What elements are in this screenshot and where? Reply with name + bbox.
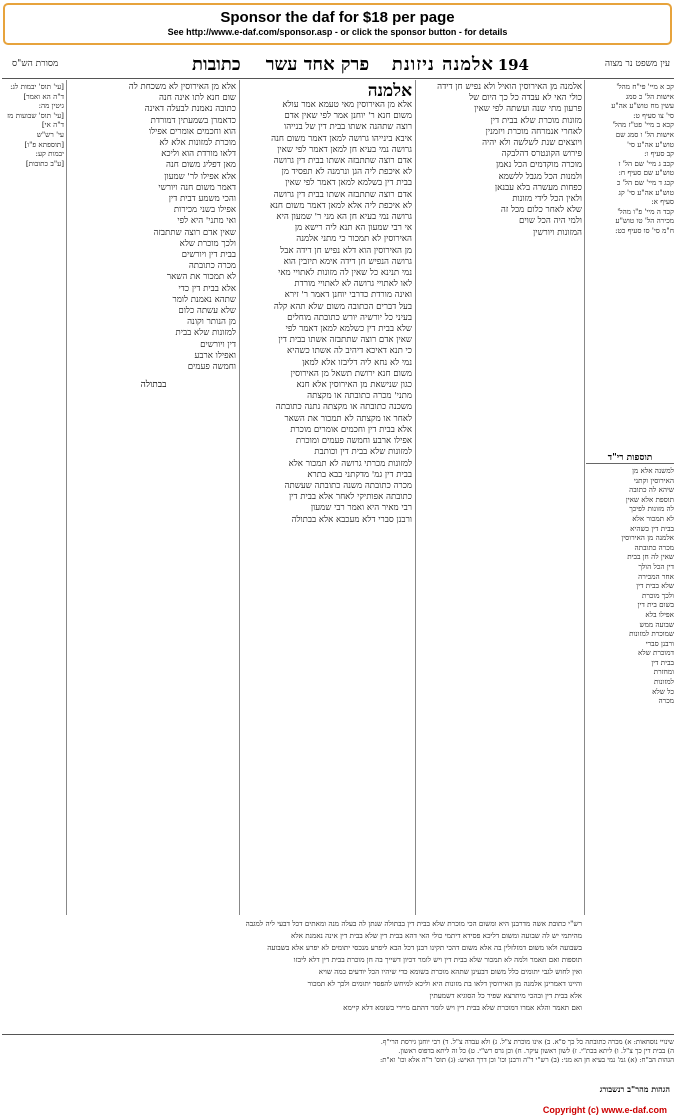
commentary-line: ואין לחוש לגבי יתומים כלל משום דבעינן שתהא מוכרת בשומא כדי שיהיו הכל יודעים כמה שויא: [318, 967, 582, 976]
gemara-line: אפילו ארבע וחמשה פעמים ומוכרת: [295, 436, 412, 447]
mesoret-line: ד"ה אי]: [41, 120, 64, 130]
ein-mishpat-line: סי' צו סעיף ט:: [633, 110, 674, 120]
column-divider: [415, 80, 416, 915]
ein-mishpat-line: קכד ה מיי' פ"ו מהל': [617, 206, 674, 216]
gemara-line: איבא בינייהו גרושה למאן דאמר משום חנה: [271, 133, 412, 144]
chapter-title: אלמנה ניזונת: [391, 54, 494, 75]
gemara-line: שלא בבית דין כשלמא למאן דאמר לפי: [285, 324, 412, 335]
gemara-line: מן האירוסין הוא דלא נפיש חן דידה אבל: [280, 245, 412, 256]
mesoret-line: עי' רש"ש: [36, 129, 64, 139]
hagahot-label: הגהות מהר"ב רנשבורג: [599, 1084, 670, 1094]
tosafot-line: בבית דין ויורשים: [181, 250, 236, 261]
gemara-line: למזונות מכרתי גרושה לא תמכור אלא: [288, 458, 412, 469]
ein-mishpat-text: [586, 82, 674, 236]
tosafot-rid-line: תוספת אלא שאין: [625, 494, 674, 504]
tosafot-column: [71, 82, 236, 912]
footer-note-line: שינויי נוסחאות: א) מכרה כתובתה כל כך ס"א. ב) אינו מוכרת צ"ל. ג) ולא עבדה צ"ל. ד) רבי יוחנן גירסת הרי"ף.: [380, 1038, 674, 1046]
mesoret-line: יבמות קע:: [35, 149, 64, 159]
rashi-line: ולמנות הכל מגבל ללשמא: [498, 171, 582, 182]
page-header: [2, 52, 674, 80]
gemara-line: ואינה מורדת כדרבי יוחנן דאמר ר' זירא: [284, 290, 412, 301]
tosafot-rid-line: אפילו בלא: [645, 609, 674, 619]
sponsor-title[interactable]: Sponsor the daf for $18 per page: [220, 9, 455, 26]
sponsor-banner[interactable]: [3, 3, 672, 45]
tosafot-rid-line: ומחזרת: [653, 667, 674, 677]
ein-mishpat-label: עין משפט נר מצוה: [604, 59, 670, 69]
rashi-line: ולמי היה הכל שוים: [519, 216, 582, 227]
gemara-line: רבי מאיר היא ואמר רבי שמעון: [310, 503, 412, 514]
gemara-line: בעל דברים הכתובה משום שלא תהא קלה: [273, 301, 412, 312]
footer-note-line: ה) בבית דין כך צ"ל. ו) ליתא בכת"י. ז) לשון ראשון עיקר. ח) וכן גרס רש"י. ט) כל זה ליתא בדפוס ראשון.: [398, 1047, 674, 1055]
tosafot-rid-line: כל שלא: [652, 686, 674, 696]
commentary-line: מהיתמי יש לה שבועה ומשום דליכא פסידא דיתמי כולי האי דהא בבית דין שלא בבית דין אינה נאמנת אלא: [290, 931, 582, 940]
tosafot-rid-line: שבועה ממש: [639, 619, 674, 629]
tosafot-line: שלא עשתה כלום: [178, 306, 236, 317]
gemara-line: בבית דין גמ' מדקתני בבא בתרא: [307, 469, 412, 480]
ein-mishpat-line: סעיף א:: [651, 197, 674, 207]
tosafot-line: והכי משמע דבית דין: [168, 194, 236, 205]
rashi-line: ויוצאים שנת לשלשה ולא יהיה: [482, 138, 582, 149]
ein-mishpat-line: קב סעיף ו:: [644, 149, 674, 159]
rashi-line: כולי האי לא עבדה כל כך היום של: [469, 93, 582, 104]
tosafot-rid-line: לא תמכור אלא: [632, 513, 674, 523]
gemara-line: שאין אדם רוצה שתתבזה אשתו בבית דין: [278, 335, 412, 346]
mesoret-line: [עי' תוס' יבמות לג:: [10, 82, 64, 91]
tosafot-line: מן הנותר וקונה: [187, 317, 236, 328]
gemara-line: ורבנן סברי דלא מעכבא אלא בבתולה: [291, 514, 412, 525]
gemara-line: גרושה נמי בעיא חן הא מני ר' שמעון היא: [276, 212, 412, 223]
gemara-line: מתני' מכרה כתובתה או מקצתה: [307, 391, 412, 402]
gemara-line: האירוסין לא תמכור כי מתני אלמנה: [296, 234, 412, 245]
mesoret-label: מסורת הש"ס: [12, 59, 59, 69]
tosafot-rid-line: מכרה כתובתה: [634, 542, 674, 552]
gemara-line: אדם רוצה שתתבזה אשתו בבית דין גרושה: [273, 189, 412, 200]
ein-mishpat-line: ח"מ סי' סו סעיף כט:: [615, 225, 674, 235]
bottom-commentary: [62, 918, 582, 1028]
tosafot-rid-line: למשנה אלא מן: [632, 466, 674, 475]
tosafot-text: [71, 82, 236, 373]
tosafot-line: מוכרת למזונות אלא לא: [159, 138, 236, 149]
header-divider: [2, 78, 674, 79]
gemara-line: משום חנא ירושת תשאל מן האירוסין: [290, 368, 412, 379]
footer-notes-text: [2, 1038, 674, 1065]
footer-note-line: הגהות הב"ח: (א) גמ' נמי בעיא חן הא מני: (ב) רש"י ד"ה ורבנן וכו' וכן דרך האיש: (ג) תוס' ד"ה אלא וכו' וא"ת:: [379, 1056, 674, 1064]
gemara-line: לאו לאתויי גרושה לא לאתויי מורדת: [294, 279, 412, 290]
tosafot-closing-word: בבתולה: [140, 380, 167, 391]
rashi-line: אלמנה מן האירוסין הואיל ולא נפיש חן דידה: [437, 82, 582, 92]
column-divider: [239, 80, 240, 915]
rashi-line: כפחות מעשרה בלא עבנאן: [494, 182, 582, 193]
gemara-line: לא איכפת ליה הגן ונרמנה לא תפסיד מן: [281, 167, 412, 178]
rashi-line: המזונות ויורשין: [533, 227, 582, 238]
gemara-line: גרושה הנפיש חן דידה אימא תיזבין הוא: [283, 256, 412, 267]
gemara-line: בעיני כל יורשיה יורש כתובתה מוחלים: [287, 312, 412, 323]
column-divider: [584, 80, 585, 915]
tosafot-line: מכרה כתובתה: [188, 261, 236, 272]
rashi-line: שלא לאחר כלום מכל זה: [500, 205, 582, 216]
ein-mishpat-line: קכג ד מיי' שם הל' כ: [616, 177, 674, 187]
tosafot-rid-line: דין הכל הולך: [638, 561, 674, 571]
commentary-line: רש"י כתובת אשה מדרבנן היא ומשום הכי מוכרת שלא בבית דין בבתולה שנתן לה בעלה מנה ומאתים דכל דבעי ליה למגבה: [245, 919, 582, 928]
tosafot-line: אפילו בשני מכירות: [173, 205, 236, 216]
gemara-line: נמי תנינא כל שאין לה מזונות לאתויי מאי: [278, 268, 412, 279]
gemara-line: לא איכפת ליה אלא למאן דאמר משום חנא: [269, 200, 412, 211]
tosafot-line: דין ויורשים: [200, 339, 236, 350]
ein-mishpat-line: אישות הל' כ סמג: [625, 91, 674, 101]
tosafot-line: שום חנא לתו אינה חנה: [158, 93, 236, 104]
rashi-line: פרעון מתי שנה ועשתה לפי שאין: [474, 104, 582, 115]
mesoret-line: [ע"ב כתובות]: [25, 158, 64, 168]
ein-mishpat-line: אישות הל' ו סמג שם: [615, 129, 674, 139]
column-divider: [66, 80, 67, 915]
page-number: 194: [497, 56, 529, 74]
gemara-line: כגון שנישאת מן האירוסין אלא חנא: [296, 380, 412, 391]
ein-mishpat-line: קכב ג מיי' שם הל' ז: [618, 158, 674, 168]
gemara-line: נמי לא נחא ליה דליבזו אלא למאן: [302, 357, 412, 368]
tosafot-line: כדאמרן בשמעתין דמורדת: [150, 115, 236, 126]
ein-mishpat-line: טוש"ע אה"ע סי': [627, 139, 674, 149]
tosafot-rid-line: שמוכרת למזונות: [629, 629, 674, 639]
mesoret-line: [עי' תוס' שבועות מז: [7, 110, 64, 120]
tosafot-rid-column: [586, 452, 674, 1012]
tosafot-line: דלאו מורדת הוא וליכא: [161, 149, 236, 160]
gemara-line: אי רבי שמעון הא תנא ליה רישא מן: [294, 223, 412, 234]
masechet-title: פרק אחד עשר כתובות: [192, 54, 370, 75]
gemara-line: משכנה כתובתה או מקצתה נתנה כתובתה: [275, 402, 412, 413]
tosafot-line: למזונות שלא בבית: [175, 328, 236, 339]
tosafot-rid-line: בבית דין כשהיא: [630, 523, 674, 533]
tosafot-rid-line: ורבנן סברי: [645, 638, 674, 648]
footer-divider: [2, 1034, 674, 1035]
copyright-link[interactable]: Copyright (c) www.e-daf.com: [542, 1105, 667, 1115]
gemara-line: אלא בבית דין וחכמים אומרים מוכרת: [290, 424, 412, 435]
mesoret-text: [2, 82, 64, 168]
ein-mishpat-line: קכ א מיי' פי"ח מהל': [616, 82, 674, 91]
rashi-column: [417, 82, 582, 912]
tosafot-line: שאין אדם רוצה שתתבזה: [153, 227, 236, 238]
mesoret-line: גיטין מה:: [38, 101, 64, 111]
ein-mishpat-line: טוש"ע אה"ע סי' קג: [618, 187, 674, 197]
gemara-text: [242, 100, 412, 526]
commentary-line: אלא בבית דין ובהכי מיתרצא שפיר כל הסוגיא דשמעתין: [429, 991, 582, 1000]
tosafot-line: הוא וחכמים אומרים אפילו: [148, 126, 236, 137]
tosafot-line: אלא בבית דין כדי: [178, 283, 236, 294]
tosafot-rid-line: מכרה: [658, 696, 674, 706]
gemara-line: משום חנא ר' יוחנן אמר לפי שאין אדם: [284, 111, 412, 122]
tosafot-rid-line: דמוכרת שלא: [637, 648, 674, 658]
gemara-line: בבית דין בשלמא למאן דאמר לפי שאין: [285, 178, 412, 189]
commentary-line: והיינו דאמרינן אלמנה מן האירוסין דלאו בת מזונות היא וליכא למיחש להפסד יתומים ולכך לא תמכור: [307, 979, 582, 988]
tosafot-rid-text: [586, 466, 674, 706]
commentary-line: ואם תאמר והלא אמרו דמוכרת שלא בבית דין ויש לומר דהתם מיירי בשומא דלא קיימא: [343, 1003, 582, 1012]
tosafot-line: שתהא נאמנת לומר: [172, 294, 236, 305]
tosafot-rid-line: לה מזונות לפיכך: [629, 504, 674, 514]
tosafot-rid-line: בשום בית דין: [637, 600, 674, 610]
rashi-line: מוכרה מוקדמים הכל נאמן: [496, 160, 582, 171]
tosafot-rid-title: תוספות רי"ד: [586, 452, 674, 464]
sponsor-subtitle[interactable]: See http://www.e-daf.com/sponsor.asp - or click the sponsor button - for details: [167, 27, 508, 37]
bottom-commentary-text: [62, 918, 582, 1014]
tosafot-rid-line: אחר המכירה: [638, 571, 674, 581]
tosafot-rid-line: שלא בבית דין: [636, 581, 674, 591]
rashi-line: ולאין הכל לידי מזונות: [512, 194, 582, 205]
ein-mishpat-line: טוש"ע שם סעיף ח:: [618, 168, 674, 178]
tosafot-rid-line: שיהא לה כתובה: [629, 485, 674, 495]
gemara-line: למזונות שלא בבית דין וכותבת: [314, 447, 412, 458]
tosafot-line: ואי מתני' היא לפי: [177, 216, 236, 227]
gemara-line: כי תנא דאיכא דיהיב לה אשתו כשהיא: [287, 346, 412, 357]
gemara-line: אדם רוצה שתתבזה אשתו בבית דין גרושה: [273, 156, 412, 167]
gemara-line: גרושה נמי בעיא חן למאן דאמר לפי שאין: [277, 144, 412, 155]
tosafot-line: ואפילו ארבע: [194, 350, 236, 361]
tosafot-line: דאמר משום חנה ויורשי: [158, 182, 236, 193]
tosafot-line: כתובה נאמנת לבעלה דאינה: [144, 104, 236, 115]
rashi-line: לאחרי אנמרחה מוכרת ויזמנין: [485, 126, 582, 137]
tosafot-rid-line: אלמנה מן האירוסין: [621, 533, 674, 543]
ein-mishpat-column: [586, 82, 674, 452]
tosafot-rid-line: האירוסין וקתני: [633, 475, 674, 485]
tosafot-rid-line: שאין לה חן בבית: [627, 552, 674, 562]
gemara-line: מכרה כתובתה משנה כתובתה שעשתה: [284, 480, 412, 491]
gemara-line: אלא מן האירוסין מאי טעמא אמר עולא: [282, 100, 412, 110]
tosafot-line: ולכך מוכרת שלא: [179, 238, 236, 249]
mesoret-column: [2, 82, 64, 912]
footer-notes: [2, 1038, 674, 1096]
tosafot-line: וחמשה פעמים: [187, 362, 236, 373]
mesoret-line: [תוספתא פ"ו]: [24, 139, 64, 149]
gemara-line: רוצה שתהנה אשתו בבית דין של בנייהו: [284, 122, 412, 133]
tosafot-line: אלא מן האירוסין לא משכחת לה: [128, 82, 236, 92]
rashi-line: פירוש הקונטרס דהלבקה: [501, 149, 582, 160]
rashi-line: מזונות מוכרת שלא בבית דין: [490, 115, 582, 126]
tosafot-rid-line: למזונות: [653, 677, 674, 687]
opening-word: אלמנה: [367, 82, 412, 101]
mesoret-line: ד"ה הא ואמר]: [23, 91, 64, 101]
tosafot-rid-line: ולכך מוכרת: [641, 590, 674, 600]
talmud-page: [2, 52, 674, 1100]
ein-mishpat-line: קכא ב מיי' פט"ז מהל': [612, 120, 674, 130]
rashi-text: [417, 82, 582, 239]
ein-mishpat-line: מכירה הל' טו טוש"ע: [615, 216, 674, 226]
commentary-line: בשבועה ולאו משום דמזלזלין בה אלא משום דהכי תקינו רבנן דכל הבא ליפרע מנכסי יתומים לא יפרע אלא בשבועה: [267, 943, 582, 952]
ein-mishpat-line: עשין מח טוש"ע אה"ע: [611, 101, 674, 111]
gemara-column: [242, 82, 412, 912]
gemara-line: כתובתה אפותיקי לאחר אלא בבית דין: [288, 492, 412, 503]
tosafot-line: אלא אפילו לר' שמעון: [164, 171, 236, 182]
commentary-line: תוספות ואם תאמר ולמה לא תמכור שלא בבית דין ויש לומר דכיון דשייך בה חן מוכרת בבית דין דלא ליבזו: [293, 955, 582, 964]
tosafot-line: מאן דפליג משום חנה: [166, 160, 236, 171]
tosafot-rid-line: בבית דין: [651, 657, 674, 667]
gemara-line: לאחר או מקצתה לא תמכור את השאר: [284, 413, 412, 424]
tosafot-line: לא תמכור את השאר: [166, 272, 236, 283]
